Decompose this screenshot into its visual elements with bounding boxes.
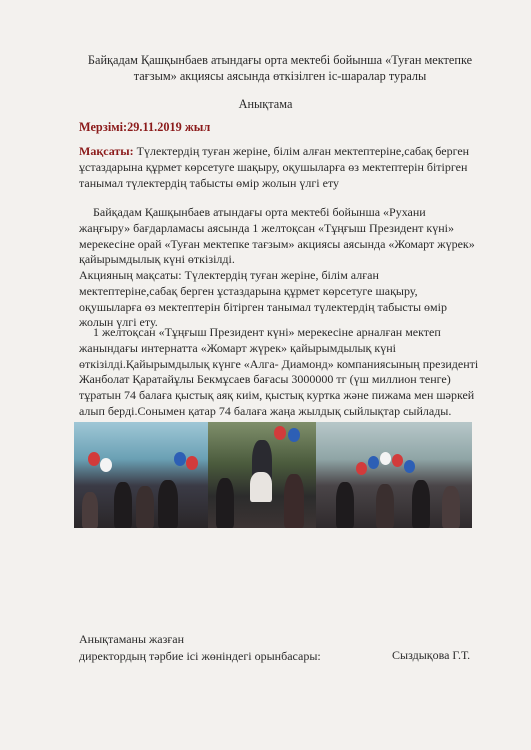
paragraph-3: 1 желтоқсан «Тұңғыш Президент күні» мерекесіне арналған мектеп жанындағы интернатта «Жомарт жүрек» қайырымдылық күні өткізілді.Қайырымдылық күнге «Алга- Диамонд» компаниясының президенті Жанболат Қаратайұлы Бекмұсаев бағасы 3000000 тг (үш миллион тенге) тұратын 74 балаға қыстық аяқ киім, қыстық куртка және пижама мен шәркей алып берді.Сонымен қатар 74 балаға жаңа жылдық сыйлықтар сыйлады.: [79, 325, 479, 418]
event-photo-3: [316, 422, 472, 528]
signature-name: Сыздықова Г.Т.: [392, 648, 471, 662]
document-title: Байқадам Қашқынбаев атындағы орта мектебі бойынша «Туған мектепке тағзым» акциясы аясында өткізілген іс-шаралар туралы: [87, 53, 473, 83]
signature-line-2: директордың тәрбие ісі жөніндегі орынбасары:: [79, 649, 321, 663]
paragraph-1: Байқадам Қашқынбаев атындағы орта мектебі бойынша «Рухани жаңғыру» бағдарламасы аясында 1 желтоқсан «Тұңғыш Президент күні» мерекесіне орай «Туған мектепке тағзым» акциясы аясында «Жомарт жүрек» қайырымдылық күні өткізілді.: [79, 205, 475, 267]
event-photo-2: [208, 422, 316, 528]
event-photo-1: [74, 422, 208, 528]
document-heading: Анықтама: [238, 97, 293, 111]
purpose-label: Мақсаты:: [79, 144, 134, 158]
purpose-paragraph: [79, 144, 479, 191]
paragraph-2: Акцияның мақсаты: Түлектердің туған жеріне, білім алған мектептеріне,сабақ берген ұстаздарына құрмет көрсетуге шақыру, оқушыларға өз мектептерін бітірген танымал түлектердің табысты өмір жолын үлгі ету.: [79, 268, 447, 330]
signature-block: [79, 631, 399, 665]
photo-strip: [74, 422, 472, 528]
purpose-text: Түлектердің туған жеріне, білім алған мектептеріне,сабақ берген ұстаздарына құрмет көрсетуге шақыру, оқушыларға өз мектептерін бітірген танымал түлектердің табысты өмір жолын үлгі ету: [79, 144, 470, 190]
signature-line-1: Анықтаманы жазған: [79, 632, 185, 646]
document-date: Мерзімі:29.11.2019 жыл: [79, 120, 211, 134]
